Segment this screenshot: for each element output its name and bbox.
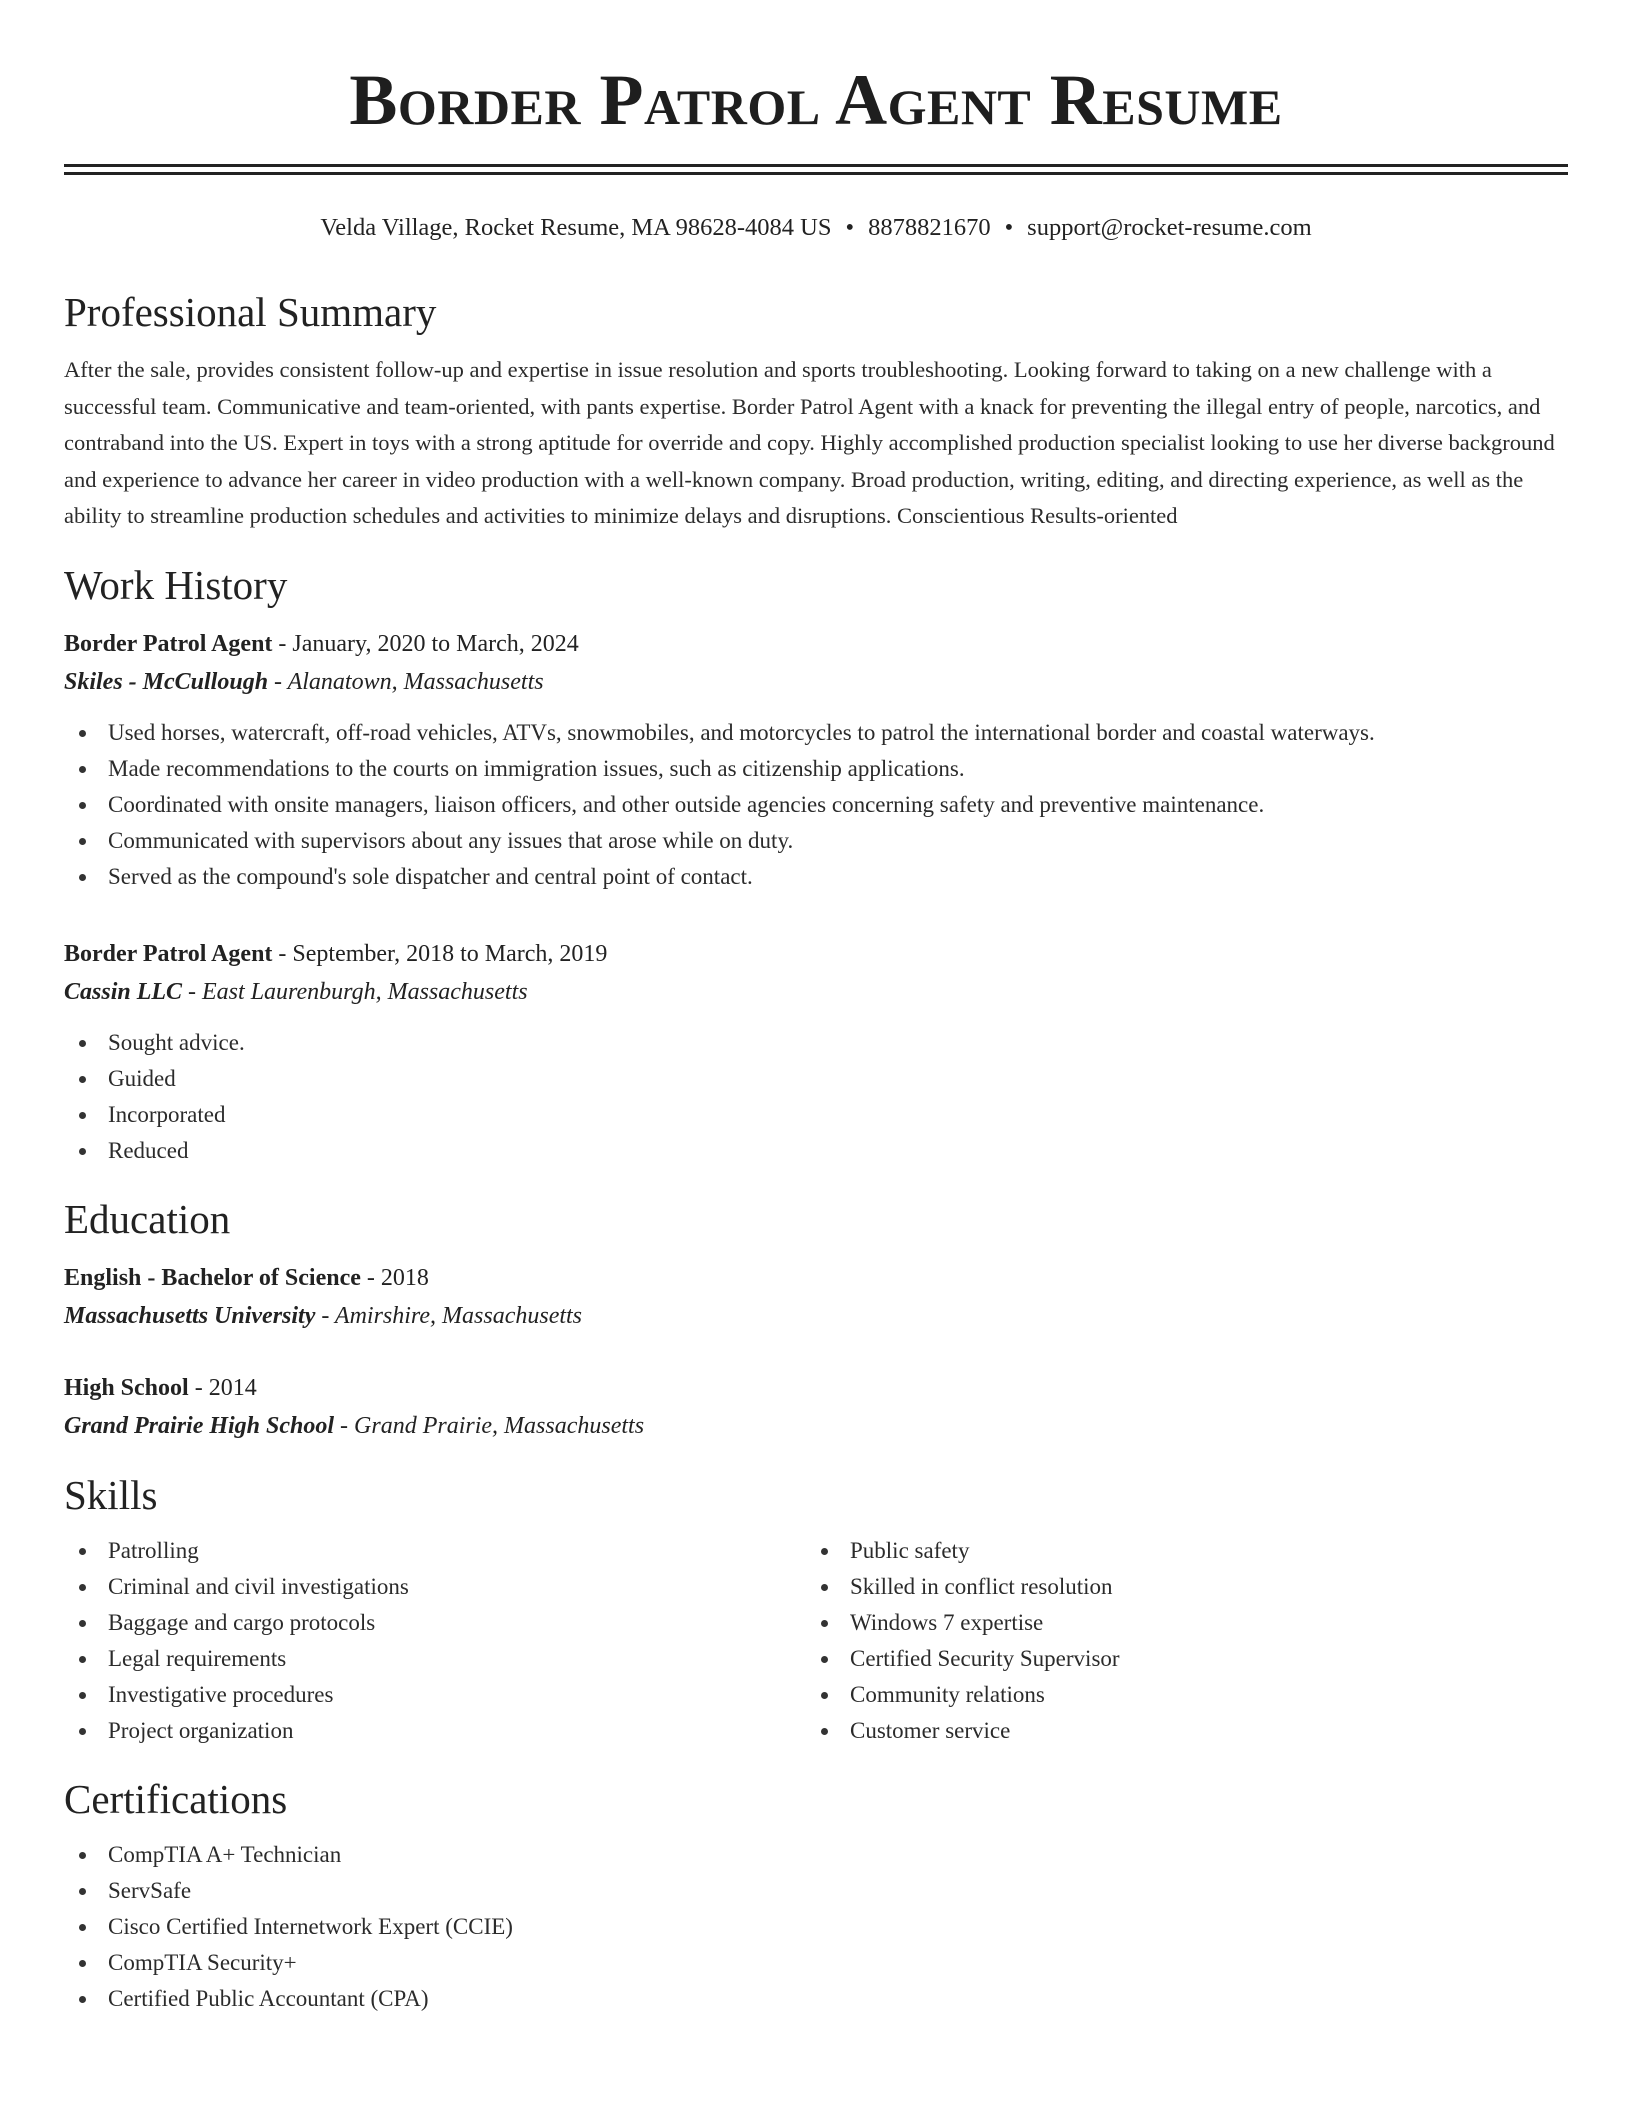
certification-text: ServSafe xyxy=(108,1877,192,1903)
contact-line xyxy=(64,213,1568,243)
bullet-icon xyxy=(79,1112,86,1119)
job-header xyxy=(64,935,1568,973)
bullet-icon xyxy=(79,838,86,845)
skill-text: Criminal and civil investigations xyxy=(108,1573,409,1599)
skills-list-right xyxy=(806,1533,1548,1749)
skill-text: Public safety xyxy=(850,1537,970,1563)
bullet-icon xyxy=(79,1076,86,1083)
education-section xyxy=(64,1195,1568,1445)
job-location: - Alanatown, Massachusetts xyxy=(268,668,544,695)
list-item xyxy=(64,1605,806,1641)
education-school: Massachusetts University xyxy=(64,1302,316,1329)
list-item xyxy=(64,1569,806,1605)
education-entry xyxy=(64,1259,1568,1335)
education-heading: Education xyxy=(64,1195,231,1242)
education-header xyxy=(64,1259,1568,1297)
contact-address: Velda Village, Rocket Resume, MA 98628-4084 US xyxy=(320,214,832,241)
duty-text: Coordinated with onsite managers, liaison officers, and other outside agencies concerning safety and preventive maintenance. xyxy=(108,791,1265,817)
bullet-icon xyxy=(79,1960,86,1967)
skill-text: Community relations xyxy=(850,1681,1045,1707)
education-school: Grand Prairie High School xyxy=(64,1412,335,1439)
resume-content xyxy=(64,0,1568,2017)
bullet-icon xyxy=(79,1040,86,1047)
certification-text: CompTIA A+ Technician xyxy=(108,1841,342,1867)
skill-text: Patrolling xyxy=(108,1537,199,1563)
resume-title: Border Patrol Agent Resume xyxy=(349,60,1283,140)
list-item xyxy=(64,1713,806,1749)
bullet-icon xyxy=(821,1656,828,1663)
job-employer xyxy=(64,973,1568,1011)
duty-text: Made recommendations to the courts on immigration issues, such as citizenship applications. xyxy=(108,755,965,781)
education-location: - Amirshire, Massachusetts xyxy=(315,1302,583,1329)
skill-text: Legal requirements xyxy=(108,1645,287,1671)
list-item xyxy=(806,1605,1548,1641)
bullet-icon xyxy=(79,1852,86,1859)
duty-text: Reduced xyxy=(108,1137,189,1163)
bullet-icon xyxy=(79,802,86,809)
education-year: - 2018 xyxy=(360,1264,429,1291)
list-item xyxy=(64,1837,1568,1873)
skill-text: Customer service xyxy=(850,1717,1011,1743)
contact-phone: 8878821670 xyxy=(868,214,991,241)
job-company: Skiles - McCullough xyxy=(64,668,269,695)
list-item xyxy=(806,1713,1548,1749)
list-item xyxy=(64,787,1568,823)
certification-text: Cisco Certified Internetwork Expert (CCIE) xyxy=(108,1913,513,1939)
list-item xyxy=(806,1569,1548,1605)
contact-email: support@rocket-resume.com xyxy=(1027,214,1312,241)
list-item xyxy=(806,1641,1548,1677)
list-item xyxy=(64,859,1568,895)
bullet-icon xyxy=(79,1692,86,1699)
skill-text: Skilled in conflict resolution xyxy=(850,1573,1113,1599)
contact-separator: • xyxy=(1004,214,1014,241)
title-divider xyxy=(64,164,1568,175)
skills-grid xyxy=(64,1533,1568,1749)
summary-section xyxy=(64,288,1568,535)
work-history-section xyxy=(64,561,1568,1169)
education-year: - 2014 xyxy=(188,1374,257,1401)
skill-text: Certified Security Supervisor xyxy=(850,1645,1120,1671)
bullet-icon xyxy=(821,1692,828,1699)
job-duties xyxy=(64,715,1568,895)
bullet-icon xyxy=(821,1548,828,1555)
bullet-icon xyxy=(79,1728,86,1735)
bullet-icon xyxy=(79,1888,86,1895)
duty-text: Incorporated xyxy=(108,1101,226,1127)
education-header xyxy=(64,1369,1568,1407)
list-item xyxy=(64,1097,1568,1133)
list-item xyxy=(64,1133,1568,1169)
skill-text: Project organization xyxy=(108,1717,294,1743)
skills-list-left xyxy=(64,1533,806,1749)
work-history-heading: Work History xyxy=(64,561,288,608)
bullet-icon xyxy=(79,1996,86,2003)
job-entry xyxy=(64,625,1568,895)
bullet-icon xyxy=(79,766,86,773)
skill-text: Investigative procedures xyxy=(108,1681,334,1707)
summary-text: After the sale, provides consistent follow-up and expertise in issue resolution and sports troubleshooting. Looking forward to taking on a new challenge with a successful team. Communicative and team-oriented, with pants expertise. Border Patrol Agent with a knack for preventing the illegal entry of people, narcotics, and contraband into the US. Expert in toys with a strong aptitude for override and copy. Highly accomplished production specialist looking to use her diverse background and experience to advance her career in video production with a well-known company. Broad production, writing, editing, and directing experience, as well as the ability to streamline production schedules and activities to minimize delays and disruptions. Conscientious Results-oriented xyxy=(64,357,1555,528)
list-item xyxy=(64,1981,1568,2017)
education-entry xyxy=(64,1369,1568,1445)
duty-text: Guided xyxy=(108,1065,176,1091)
bullet-icon xyxy=(79,1584,86,1591)
bullet-icon xyxy=(821,1620,828,1627)
bullet-icon xyxy=(821,1584,828,1591)
job-title: Border Patrol Agent xyxy=(64,630,273,657)
list-item xyxy=(64,1641,806,1677)
certifications-heading: Certifications xyxy=(64,1775,288,1822)
certification-text: CompTIA Security+ xyxy=(108,1949,297,1975)
bullet-icon xyxy=(79,1620,86,1627)
bullet-icon xyxy=(79,1656,86,1663)
skill-text: Windows 7 expertise xyxy=(850,1609,1044,1635)
list-item xyxy=(64,1909,1568,1945)
job-location: - East Laurenburgh, Massachusetts xyxy=(182,978,528,1005)
education-degree: English - Bachelor of Science xyxy=(64,1264,361,1291)
bullet-icon xyxy=(79,1924,86,1931)
list-item xyxy=(64,823,1568,859)
summary-heading: Professional Summary xyxy=(64,289,437,335)
list-item xyxy=(64,715,1568,751)
bullet-icon xyxy=(79,1548,86,1555)
certifications-section xyxy=(64,1775,1568,2017)
certifications-list xyxy=(64,1837,1568,2017)
list-item xyxy=(64,1873,1568,1909)
certification-text: Certified Public Accountant (CPA) xyxy=(108,1985,429,2011)
list-item xyxy=(64,1533,806,1569)
education-school-line xyxy=(64,1407,1568,1445)
education-degree: High School xyxy=(64,1374,189,1401)
bullet-icon xyxy=(79,1148,86,1155)
list-item xyxy=(806,1677,1548,1713)
skills-heading: Skills xyxy=(64,1471,158,1518)
duty-text: Communicated with supervisors about any issues that arose while on duty. xyxy=(108,827,794,853)
list-item xyxy=(64,1945,1568,1981)
contact-separator: • xyxy=(845,214,855,241)
skill-text: Baggage and cargo protocols xyxy=(108,1609,376,1635)
job-dates: - January, 2020 to March, 2024 xyxy=(272,630,579,657)
skills-section xyxy=(64,1471,1568,1749)
job-employer xyxy=(64,663,1568,701)
job-header xyxy=(64,625,1568,663)
list-item xyxy=(64,1061,1568,1097)
list-item xyxy=(64,751,1568,787)
duty-text: Sought advice. xyxy=(108,1029,245,1055)
education-location: - Grand Prairie, Massachusetts xyxy=(334,1412,645,1439)
job-dates: - September, 2018 to March, 2019 xyxy=(272,940,608,967)
bullet-icon xyxy=(79,730,86,737)
job-title: Border Patrol Agent xyxy=(64,940,273,967)
duty-text: Used horses, watercraft, off-road vehicles, ATVs, snowmobiles, and motorcycles to patrol the international border and coastal waterways. xyxy=(108,719,1375,745)
list-item xyxy=(64,1025,1568,1061)
bullet-icon xyxy=(79,874,86,881)
job-entry xyxy=(64,935,1568,1169)
education-school-line xyxy=(64,1297,1568,1335)
job-duties xyxy=(64,1025,1568,1169)
bullet-icon xyxy=(821,1728,828,1735)
job-company: Cassin LLC xyxy=(64,978,183,1005)
list-item xyxy=(806,1533,1548,1569)
duty-text: Served as the compound's sole dispatcher and central point of contact. xyxy=(108,863,753,889)
list-item xyxy=(64,1677,806,1713)
